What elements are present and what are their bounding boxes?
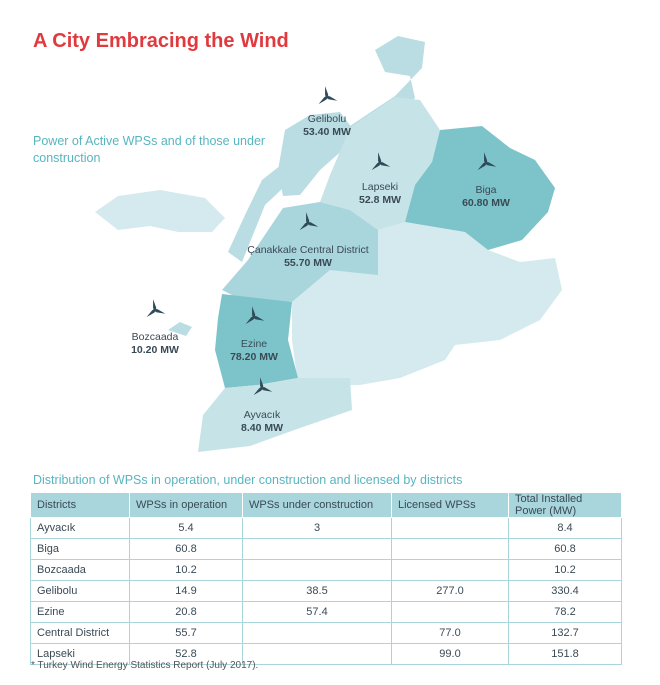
value-cell xyxy=(243,539,392,560)
value-cell: 8.4 xyxy=(509,518,622,539)
value-cell xyxy=(243,560,392,581)
column-header: WPSs in operation xyxy=(130,493,243,518)
value-cell xyxy=(392,539,509,560)
table-row xyxy=(31,560,622,581)
footnote: * Turkey Wind Energy Statistics Report (July 2017). xyxy=(31,660,259,671)
district-cell: Lapseki xyxy=(31,644,130,665)
region-island-west xyxy=(95,190,225,232)
table-row xyxy=(31,623,622,644)
column-header: Licensed WPSs xyxy=(392,493,509,518)
table-caption: Distribution of WPSs in operation, under construction and licensed by districts xyxy=(33,473,463,487)
table-row xyxy=(31,581,622,602)
wps-table xyxy=(30,492,622,665)
table-row xyxy=(31,539,622,560)
district-power-label: 78.20 MW xyxy=(230,351,278,363)
district-power-label: 10.20 MW xyxy=(131,344,179,356)
value-cell: 5.4 xyxy=(130,518,243,539)
value-cell: 20.8 xyxy=(130,602,243,623)
value-cell: 3 xyxy=(243,518,392,539)
district-power-label: 60.80 MW xyxy=(462,197,510,209)
value-cell: 14.9 xyxy=(130,581,243,602)
district-power-label: 8.40 MW xyxy=(240,422,284,434)
district-name-label: Bozcaada xyxy=(131,331,179,343)
value-cell: 77.0 xyxy=(392,623,509,644)
value-cell: 151.8 xyxy=(509,644,622,665)
value-cell: 99.0 xyxy=(392,644,509,665)
district-power-label: 55.70 MW xyxy=(284,257,332,269)
value-cell xyxy=(243,623,392,644)
value-cell xyxy=(243,644,392,665)
district-name-label: Gelibolu xyxy=(307,113,347,125)
district-cell: Ayvacık xyxy=(31,518,130,539)
value-cell: 52.8 xyxy=(130,644,243,665)
table-row xyxy=(31,602,622,623)
district-cell: Biga xyxy=(31,539,130,560)
district-power-label: 53.40 MW xyxy=(303,126,351,138)
value-cell xyxy=(392,602,509,623)
value-cell: 60.8 xyxy=(130,539,243,560)
value-cell: 57.4 xyxy=(243,602,392,623)
column-header: WPSs under construction xyxy=(243,493,392,518)
district-cell: Ezine xyxy=(31,602,130,623)
value-cell: 60.8 xyxy=(509,539,622,560)
district-name-label: Lapseki xyxy=(361,181,399,193)
wind-turbine-icon xyxy=(146,299,166,318)
column-header: Total Installed Power (MW) xyxy=(509,493,622,518)
value-cell: 78.2 xyxy=(509,602,622,623)
district-name-label: Çanakkale Central District xyxy=(247,244,369,256)
wind-turbine-icon xyxy=(318,86,338,105)
district-cell: Bozcaada xyxy=(31,560,130,581)
district-cell: Gelibolu xyxy=(31,581,130,602)
district-name-label: Biga xyxy=(475,184,497,196)
table-row xyxy=(31,518,622,539)
map-subtitle: Power of Active WPSs and of those under construction xyxy=(33,134,266,165)
value-cell: 277.0 xyxy=(392,581,509,602)
value-cell: 330.4 xyxy=(509,581,622,602)
value-cell: 38.5 xyxy=(243,581,392,602)
value-cell xyxy=(392,560,509,581)
page-title: A City Embracing the Wind xyxy=(33,30,289,52)
district-cell: Central District xyxy=(31,623,130,644)
value-cell: 132.7 xyxy=(509,623,622,644)
district-power-label: 52.8 MW xyxy=(358,194,402,206)
column-header: Districts xyxy=(31,493,130,518)
value-cell: 55.7 xyxy=(130,623,243,644)
district-name-label: Ayvacık xyxy=(243,409,281,421)
value-cell: 10.2 xyxy=(130,560,243,581)
value-cell xyxy=(392,518,509,539)
district-name-label: Ezine xyxy=(240,338,268,350)
table-header-row xyxy=(31,493,622,518)
value-cell: 10.2 xyxy=(509,560,622,581)
